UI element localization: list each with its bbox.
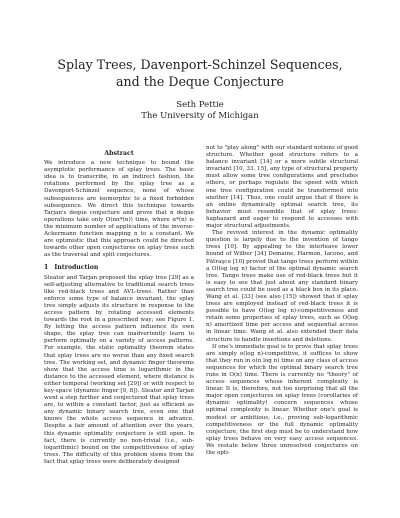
paper-title: [40, 56, 360, 90]
intro-paragraph: Sleator and Tarjan proposed the splay tree [29] as a self-adjusting alternative to traditional search trees like red-black trees and AVL-trees. Rather than enforce some type of balance invariant, the splay tree simply adjusts its structure in response to the access pattern by rotating accessed elements towards the root in a prescribed way; see Figure 1. By letting the access pattern influence its own shape, the splay tree can inadvertently learn to perform optimally on a variety of access patterns. For example, the static optimality theorem states that splay trees are no worse than any fixed search tree. The working set, and dynamic finger theorems show that the access time is logarithmic in the distance to the accessed element, where distance is either temporal (working set [29]) or with respect to key-space (dynamic finger [9, 8]). Sleator and Tarjan went a step further and conjectured that splay trees are, to within a constant factor, just as efficient as any dynamic binary search tree, even one that knows the whole access sequence in advance. Despite a fair amount of attention over the years, this dynamic optimality conjecture is still open. In fact, there is currently no non-trivial (i.e., sub-logarithmic) bound on the competitiveness of splay trees. The difficulty of this problem stems from the fact that splay trees were deliberately designed: [44, 274, 194, 465]
section-heading: [44, 264, 194, 271]
right-column: [206, 145, 358, 457]
left-column: [44, 150, 194, 466]
abstract-heading: Abstract: [104, 150, 134, 157]
section-number: 1: [44, 264, 49, 272]
author-name: Seth Pettie: [176, 100, 224, 110]
section-title: Introduction: [54, 264, 99, 272]
abstract-text: We introduce a new technique to bound the asymptotic performance of splay trees. The basic idea is to transcribe, in an indirect fashion, the rotations performed by the splay tree as a Davenport-Schinzel sequence, none of whose subsequences are isomorphic to a fixed forbidden subsequence. We direct this technique towards Tarjan's deque conjecture and prove that n deque operations take only O(nα*(n)) time, where α*(n) is the minimum number of applications of the inverse-Ackermann function mapping n to a constant. We are optimistic that this approach could be directed towards other open conjectures on splay trees such as the traversal and split conjectures.: [44, 160, 194, 259]
right-paragraph-1: not to "play along" with our standard notions of good structure. Whether good structure refers to a balance invariant [14] or a more subtle structural invariant [10, 33, 15], any type of structural property must allow some tree configurations and precludes others, or perhaps regulate the speed with which one tree configuration could be transformed into another [14]. Thus, one could argue that if there is an online dynamically optimal search tree, its behavior must resemble that of splay trees: haphazard and eager to respond to accesses with major structural adjustments.: [206, 145, 358, 230]
title-line-2: and the Deque Conjecture: [116, 74, 284, 89]
right-paragraph-3: If one's immediate goal is to prove that splay trees are simply o(log n)-competitive, it suffices to show that they run in o(n log n) time on any class of access sequences for which the optimal binary search tree runs in O(n) time. There is currently no "theory" of access sequences whose inherent complexity is linear. It is, therefore, not too surprising that all the major open conjectures on splay trees (corollaries of dynamic optimality) concern sequences whose optimal complexity is linear. Whether one's goal is modest or ambitious, i.e., proving sub-logarithmic competitiveness or the full dynamic optimality conjecture, the first step must be to understand how splay trees behave on very easy access sequences. We restate below three unresolved conjectures on the opti-: [206, 343, 358, 457]
author-block: [40, 100, 360, 121]
title-line-1: Splay Trees, Davenport-Schinzel Sequences,: [57, 57, 343, 72]
author-affiliation: The University of Michigan: [141, 110, 259, 121]
right-paragraph-2: The revived interest in the dynamic optimality question is largely due to the invention of tango trees [10]. By appealing to the interleave lower bound of Wilber [34] Demaine, Harmon, Iacono, and Pătraşcu [10] proved that tango trees perform within a O(log log n) factor of the optimal dynamic search tree. Tango trees make use of red-black trees but it is easy to see that just about any standard binary search tree could be used as a black box in its place. Wang et al. [33] (see also [15]) showed that if splay trees are employed instead of red-black trees it is possible to have O(log log n)-competitiveness and retain some properties of splay trees, such as O(log n) amortized time per access and sequential access in linear time. Wang et al. also extended their data structure to handle insertions and deletions.: [206, 230, 358, 343]
